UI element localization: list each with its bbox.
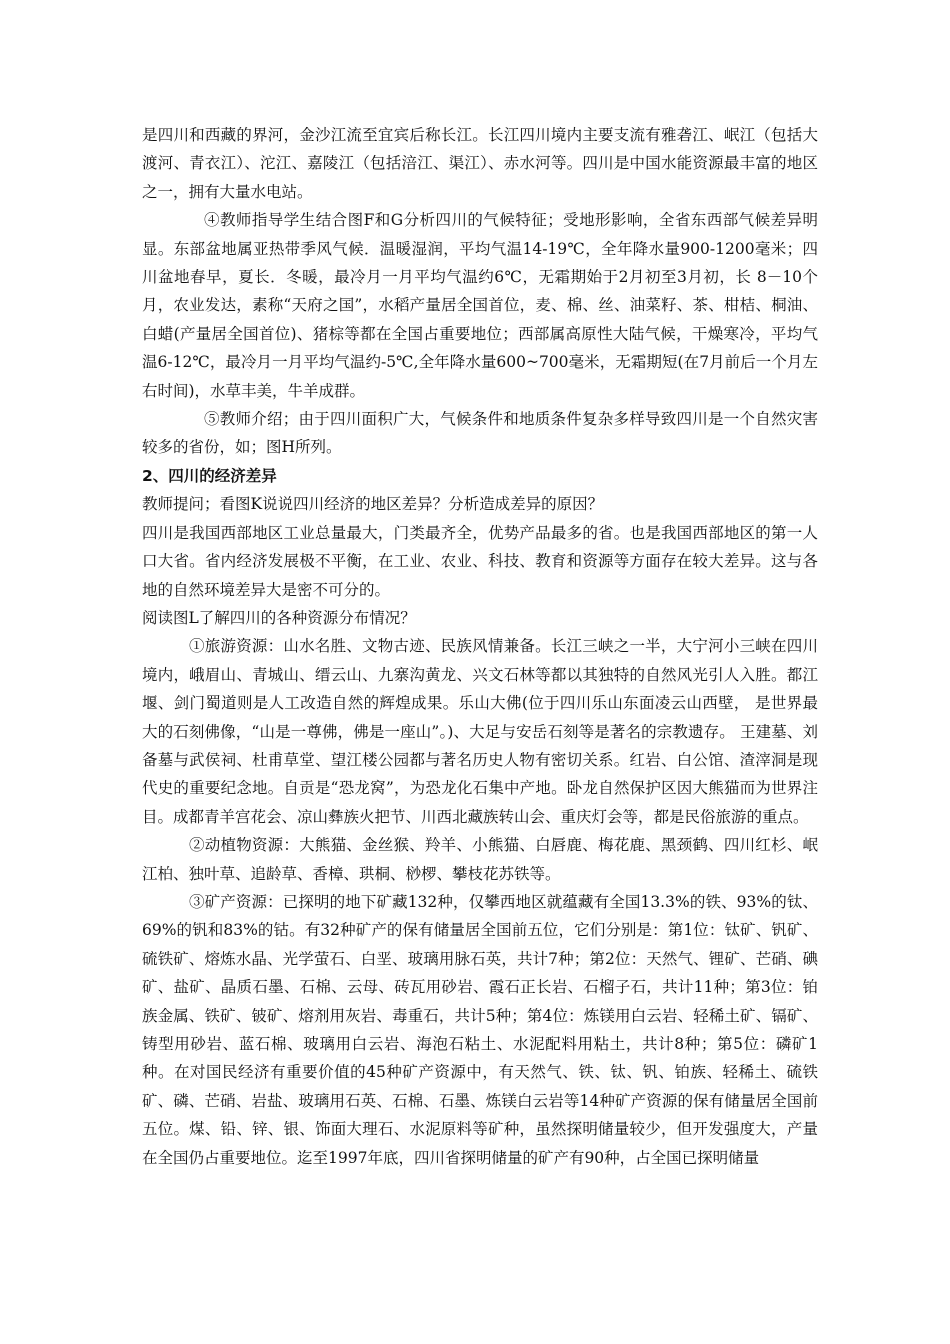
paragraph-tourism: ①旅游资源：山水名胜、文物古迹、民族风情兼备。长江三峡之一半，大宁河小三峡在四川境内，峨眉山、青城山、缙云山、九寨沟黄龙、兴文石林等都以其独特的自然风光引人入胜。都江堰、剑门蜀道则是人工改造自然的辉煌成果。乐山大佛(位于四川乐山东面凌云山西壁， 是世界最大的石刻佛像，“山是一尊佛，佛是一座山”。)、大足与安岳石刻等是著名的宗教遗存。 王建墓、刘备墓与武侯祠、杜甫草堂、望江楼公园都与著名历史人物有密切关系。红岩、白公馆、渣滓洞是现代史的重要纪念地。自贡是“恐龙窝”，为恐龙化石集中产地。卧龙自然保护区因大熊猫而为世界注目。成都青羊宫花会、凉山彝族火把节、川西北藏族转山会、重庆灯会等，都是民俗旅游的重点。 [142,637,818,826]
document-body [142,121,818,1172]
paragraph-read-map: 阅读图L了解四川的各种资源分布情况？ [142,608,416,627]
paragraph-climate: ④教师指导学生结合图F和G分析四川的气候特征；受地形影响，全省东西部气候差异明显。东部盆地属亚热带季风气候．温暖湿润，平均气温14-19℃，全年降水量900-1200毫米；四川盆地春早，夏长．冬暖，最冷月一月平均气温约6℃，无霜期始于2月初至3月初，长 8－10个月，农业发达，素称“天府之国”，水稻产量居全国首位，麦、棉、丝、油菜籽、茶、柑桔、桐油、白蜡(产量居全国首位)、猪棕等都在全国占重要地位；西部属高原性大陆气候，干燥寒冷，平均气温6-12℃，最冷月一月平均气温约-5℃,全年降水量600~700毫米，无霜期短(在7月前后一个月左右时间)，水草丰美，牛羊成群。 [142,211,818,400]
paragraph-wildlife: ②动植物资源：大熊猫、金丝猴、羚羊、小熊猫、白唇鹿、梅花鹿、黑颈鹤、四川红杉、岷江柏、独叶草、追龄草、香樟、珙桐、桫椤、攀枝花苏铁等。 [142,836,818,883]
paragraph-economy: 四川是我国西部地区工业总量最大，门类最齐全，优势产品最多的省。也是我国西部地区的第一人口大省。省内经济发展极不平衡，在工业、农业、科技、教育和资源等方面存在较大差异。这与各地的自然环境差异大是密不可分的。 [142,523,818,599]
section-heading-economy: 2、四川的经济差异 [142,466,277,485]
paragraph-rivers: 是四川和西藏的界河，金沙江流至宜宾后称长江。长江四川境内主要支流有雅砻江、岷江（包括大渡河、青衣江）、沱江、嘉陵江（包括涪江、渠江）、赤水河等。四川是中国水能资源最丰富的地区之一，拥有大量水电站。 [142,126,818,201]
paragraph-teacher-question: 教师提问；看图K说说四川经济的地区差异？分析造成差异的原因？ [142,495,604,514]
paragraph-minerals: ③矿产资源：已探明的地下矿藏132种，仅攀西地区就蕴藏有全国13.3%的铁、93%的钛、69%的钒和83%的钴。有32种矿产的保有储量居全国前五位，它们分别是：第1位：钛矿、钒矿、硫铁矿、熔炼水晶、光学萤石、白垩、玻璃用脉石英，共计7种；第2位：天然气、锂矿、芒硝、碘矿、盐矿、晶质石墨、石棉、云母、砖瓦用砂岩、霞石正长岩、石榴子石，共计11种；第3位：铂族金属、铁矿、铍矿、熔剂用灰岩、毒重石，共计5种；第4位：炼镁用白云岩、轻稀土矿、镉矿、铸型用砂岩、蓝石棉、玻璃用白云岩、海泡石粘土、水泥配料用粘土，共计8种；第5位：磷矿1种。在对国民经济有重要价值的45种矿产资源中，有天然气、铁、钛、钒、铂族、轻稀土、硫铁矿、磷、芒硝、岩盐、玻璃用石英、石棉、石墨、炼镁白云岩等14种矿产资源的保有储量居全国前五位。煤、铅、锌、银、饰面大理石、水泥原料等矿种，虽然探明储量较少，但开发强度大，产量在全国仍占重要地位。迄至1997年底，四川省探明储量的矿产有90种，占全国已探明储量 [142,892,818,1167]
paragraph-disasters: ⑤教师介绍；由于四川面积广大，气候条件和地质条件复杂多样导致四川是一个自然灾害较多的省份，如；图H所列。 [142,410,818,457]
